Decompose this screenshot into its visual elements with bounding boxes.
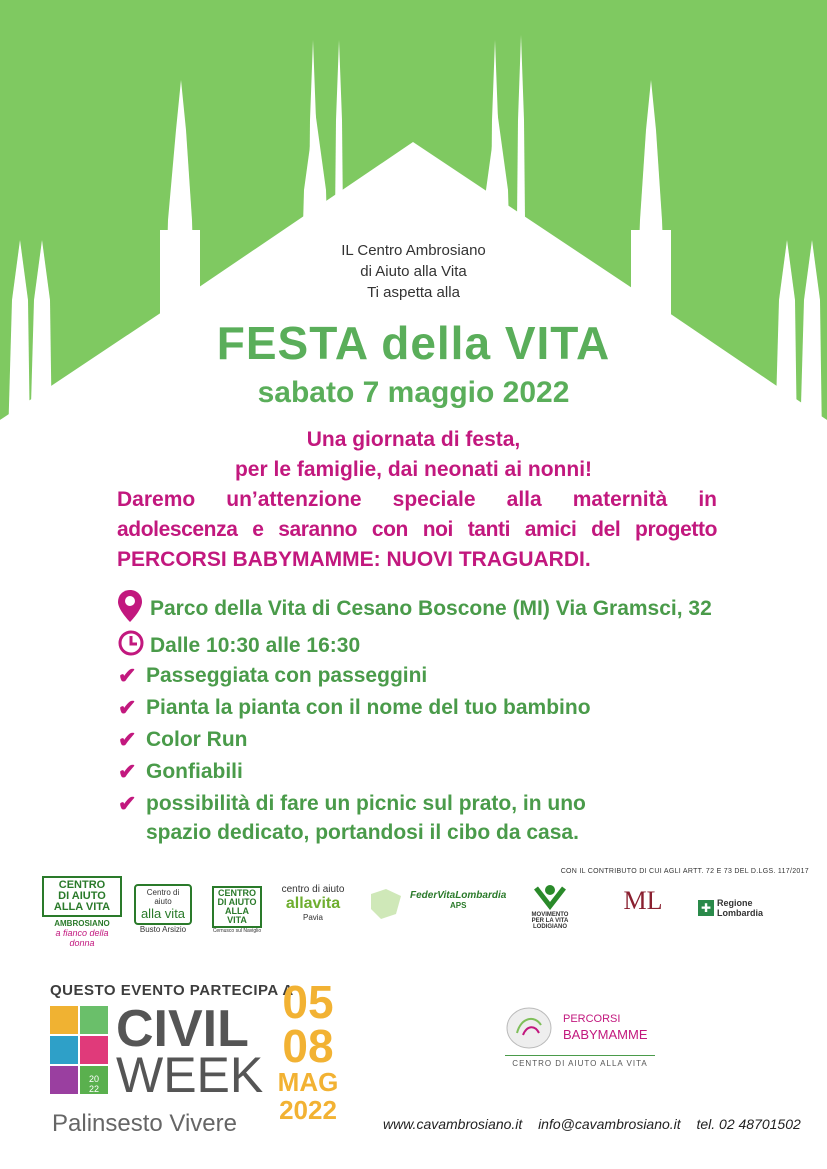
cathedral-background — [0, 0, 827, 440]
logo-text: DI AIUTO — [217, 897, 257, 907]
tagline-line-1: Una giornata di festa, — [306, 428, 521, 451]
location-row — [118, 590, 712, 628]
activity-text: Pianta la pianta con il nome del tuo bambino — [146, 696, 591, 719]
intro-line-1: IL Centro Ambrosiano — [341, 242, 486, 259]
palinsesto-label: Palinsesto Vivere — [52, 1110, 237, 1137]
intro-text — [0, 240, 827, 303]
week-word: WEEK — [116, 1047, 264, 1103]
date-year: 2022 — [279, 1095, 337, 1125]
activity-text-continued: spazio dedicato, portandosi il cibo da casa. — [146, 821, 579, 844]
contribution-note: CON IL CONTRIBUTO DI CUI AGLI ARTT. 72 E 73 DEL D.LGS. 117/2017 — [560, 868, 809, 875]
logo-text: CENTRO — [218, 888, 256, 898]
logo-pavia — [278, 884, 348, 922]
time-row — [118, 630, 360, 662]
logo-text: CENTRO DI AIUTO ALLA VITA — [512, 1059, 648, 1068]
check-icon: ✔ — [118, 727, 137, 752]
location-text: Parco della Vita di Cesano Boscone (MI) Via Gramsci, 32 — [150, 597, 712, 620]
check-icon: ✔ — [118, 663, 137, 688]
civil-word: CIVIL — [116, 1000, 249, 1058]
logo-busto — [134, 884, 192, 934]
people-icon — [532, 884, 568, 910]
logo-text: FederVitaLombardia — [410, 890, 507, 901]
logo-text: Regione — [717, 898, 753, 908]
logo-text: LODIGIANO — [533, 924, 567, 930]
activity-text: Passeggiata con passeggini — [146, 664, 428, 687]
activity-text: Color Run — [146, 728, 248, 751]
event-description — [117, 485, 717, 575]
logo-text: DI AIUTO — [58, 890, 106, 902]
logo-text: centro di aiuto — [281, 884, 345, 895]
description-line-3: PERCORSI BABYMAMME: NUOVI TRAGUARDI. — [117, 548, 591, 571]
logo-babymamme — [505, 1005, 655, 1071]
logo-cav-ambrosiano — [42, 876, 122, 948]
logo-text: allavita — [285, 895, 341, 912]
logo-text: Busto Arsizio — [139, 925, 187, 934]
regione-cross-icon: ✚ — [698, 900, 714, 916]
logo-text: MOVIMENTO — [531, 912, 569, 918]
logo-text: Centro di aiuto — [146, 888, 180, 906]
date-day: 05 — [282, 976, 334, 1028]
time-text: Dalle 10:30 alle 16:30 — [150, 634, 361, 657]
footer-contacts — [383, 1116, 801, 1132]
email-link[interactable]: info@cavambrosiano.it — [538, 1116, 681, 1132]
event-tagline — [0, 425, 827, 485]
date-month: MAG — [277, 1067, 339, 1097]
logo-text: PERCORSI — [563, 1013, 621, 1025]
svg-text:22: 22 — [88, 1084, 100, 1094]
activity-item — [118, 727, 247, 753]
logo-text: APS — [450, 901, 467, 910]
check-icon: ✔ — [118, 759, 137, 784]
civil-week-heading: QUESTO EVENTO PARTECIPA A — [50, 982, 294, 999]
tagline-line-2: per le famiglie, dai neonati ai nonni! — [234, 458, 593, 481]
logo-regione — [698, 898, 778, 918]
phone-number: tel. 02 48701502 — [696, 1116, 801, 1132]
logo-text: ALLA VITA — [225, 906, 249, 925]
logo-text: Cernusco sul Naviglio — [212, 928, 262, 934]
intro-line-2: di Aiuto alla Vita — [360, 263, 467, 280]
event-date: sabato 7 maggio 2022 — [257, 376, 570, 409]
logo-text: AMBROSIANO — [54, 919, 110, 928]
check-icon: ✔ — [118, 791, 137, 816]
logo-text: CENTRO — [58, 879, 106, 891]
logo-text: Pavia — [302, 913, 323, 922]
activity-item — [118, 695, 591, 721]
logo-text: Lombardia — [717, 908, 764, 918]
activity-item — [118, 759, 243, 785]
clock-icon — [118, 630, 146, 662]
ministero-emblem-icon: ML — [623, 886, 663, 915]
date-end-day: 08 — [282, 1020, 334, 1072]
svg-text:20: 20 — [88, 1074, 100, 1084]
description-line-2: adolescenza e saranno con noi tanti amici del progetto — [117, 518, 717, 541]
event-dates-block — [268, 976, 348, 1125]
divider — [505, 1055, 655, 1056]
activity-text: possibilità di fare un picnic sul prato, in uno — [146, 792, 586, 815]
activity-text: Gonfiabili — [146, 760, 243, 783]
check-icon: ✔ — [118, 695, 137, 720]
logo-tagline: a fianco della donna — [55, 928, 109, 948]
logo-text: PER LA VITA — [531, 918, 569, 924]
intro-line-3: Ti aspetta alla — [367, 284, 460, 301]
lombardy-map-icon — [366, 884, 406, 924]
activity-item — [118, 791, 586, 817]
logo-text: BABYMAMME — [563, 1027, 648, 1042]
logo-ministero — [616, 888, 670, 914]
website-link[interactable]: www.cavambrosiano.it — [383, 1116, 523, 1132]
puzzle-icon — [50, 1006, 110, 1094]
logo-text: alla vita — [140, 906, 186, 921]
logo-movimento — [522, 884, 578, 930]
event-title: FESTA della VITA — [216, 317, 611, 369]
description-line-1: Daremo un’attenzione speciale alla maternità in — [117, 488, 717, 511]
activity-item — [118, 663, 427, 689]
babymamme-icon — [505, 1005, 553, 1051]
map-pin-icon — [118, 590, 146, 628]
logo-text: ALLA VITA — [53, 901, 111, 913]
logo-naviglio — [212, 886, 262, 934]
